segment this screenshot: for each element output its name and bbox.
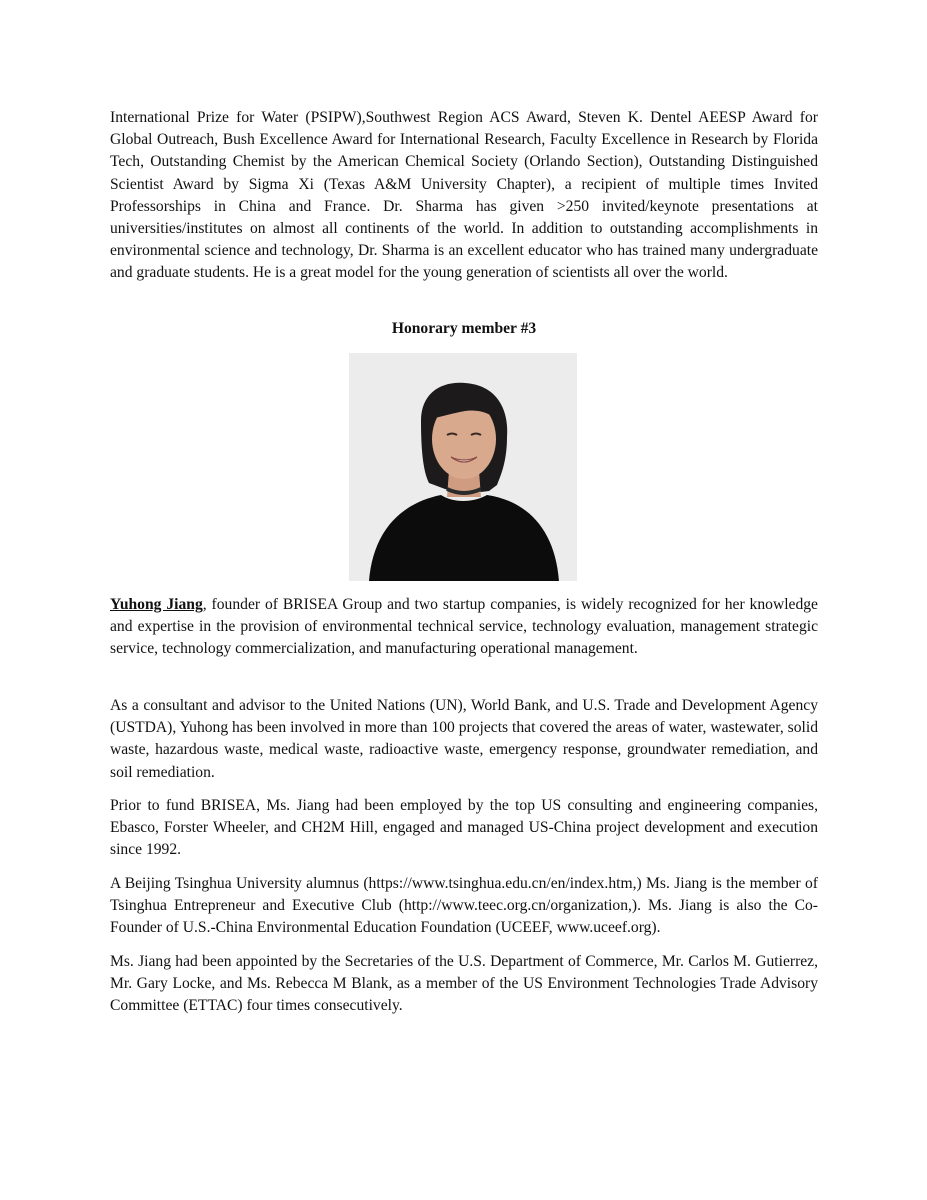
consultant-paragraph: As a consultant and advisor to the United Nations (UN), World Bank, and U.S. Trade and Development Agency (USTDA), Yuhong has been involved in more than 100 projects that covered the areas of water, wastewater, solid waste, hazardous waste, medical waste, radioactive waste, emergency response, groundwater remediation, and soil remediation. — [110, 697, 818, 781]
intro-paragraph: International Prize for Water (PSIPW),Southwest Region ACS Award, Steven K. Dentel AEESP Award for Global Outreach, Bush Excellence Award for International Research, Faculty Excellence in Research by Florida Tech, Outstanding Chemist by the American Chemical Society (Orlando Section), Outstanding Distinguished Scientist Award by Sigma Xi (Texas A&M University Chapter), a recipient of multiple times Invited Professorships in China and France. Dr. Sharma has given >250 invited/keynote presentations at universities/institutes on almost all continents of the world. In addition to outstanding accomplishments in environmental science and technology, Dr. Sharma is an excellent educator who has trained many undergraduate and graduate students. He is a great model for the young generation of scientists all over the world. — [110, 109, 818, 282]
member-bio-paragraph — [110, 594, 818, 661]
appointment-paragraph: Ms. Jiang had been appointed by the Secretaries of the U.S. Department of Commerce, Mr. Carlos M. Gutierrez, Mr. Gary Locke, and Ms. Rebecca M Blank, as a member of the US Environment Technologies Trade Advisory Committee (ETTAC) four times consecutively. — [110, 953, 818, 1015]
member-portrait-photo — [349, 353, 577, 581]
prior-employment-paragraph: Prior to fund BRISEA, Ms. Jiang had been employed by the top US consulting and engineering companies, Ebasco, Forster Wheeler, and CH2M Hill, engaged and managed US-China project development and execution since 1992. — [110, 797, 818, 859]
member-name[interactable]: Yuhong Jiang — [110, 596, 203, 613]
honorary-member-heading: Honorary member #3 — [391, 320, 537, 337]
alumnus-paragraph: A Beijing Tsinghua University alumnus (https://www.tsinghua.edu.cn/en/index.htm,) Ms. Jiang is the member of Tsinghua Entrepreneur and Executive Club (http://www.teec.org.cn/organization,). Ms. Jiang is also the Co-Founder of U.S.-China Environmental Education Foundation (UCEEF, www.uceef.org). — [110, 875, 818, 937]
member-bio-text: , founder of BRISEA Group and two startup companies, is widely recognized for her knowledge and expertise in the provision of environmental technical service, technology evaluation, management strategic service, technology commercialization, and manufacturing operational management. — [110, 596, 818, 658]
